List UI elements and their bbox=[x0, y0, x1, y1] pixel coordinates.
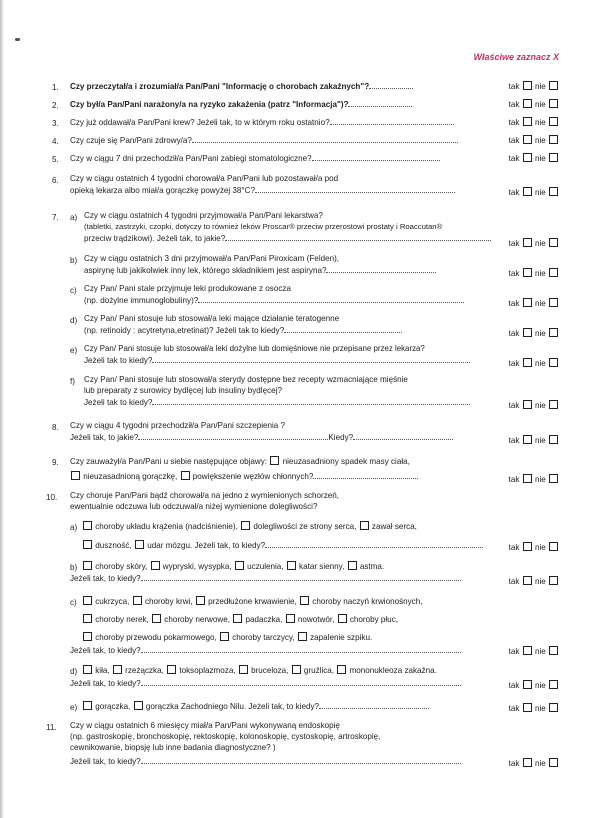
option-checkbox[interactable] bbox=[239, 665, 248, 674]
q3-number: 3. bbox=[52, 119, 59, 128]
q9-number: 9. bbox=[52, 458, 59, 467]
fever-checkbox[interactable] bbox=[71, 471, 80, 480]
q11-number: 11. bbox=[46, 723, 57, 732]
q10c-line3: choroby przewodu pokarmowego, choroby tarczycy, zapalenie szpiku. bbox=[82, 632, 372, 644]
option-checkbox[interactable] bbox=[360, 521, 369, 530]
yes-checkbox[interactable] bbox=[523, 298, 532, 307]
q7c-answer: tak nie bbox=[509, 298, 559, 308]
yes-checkbox[interactable] bbox=[523, 474, 532, 483]
q4-answer: tak nie bbox=[509, 135, 559, 145]
option-checkbox[interactable] bbox=[83, 540, 92, 549]
option-checkbox[interactable] bbox=[83, 632, 92, 641]
option-checkbox[interactable] bbox=[134, 701, 143, 710]
q2-number: 2. bbox=[52, 101, 59, 110]
q10a-letter: a) bbox=[70, 523, 78, 532]
no-checkbox[interactable] bbox=[549, 135, 558, 144]
q7c-letter: c) bbox=[70, 286, 77, 295]
q5-answer: tak nie bbox=[509, 153, 559, 163]
q3-text: Czy już oddawał/a Pan/Pani krew? Jeżeli tak, to w którym roku ostatnio? bbox=[70, 117, 454, 129]
q11-line2: (np. gastroskopię, bronchoskopię, rektoskopię, kolonoskopię, cystoskopię, artroskopię, bbox=[70, 732, 381, 741]
option-checkbox[interactable] bbox=[113, 665, 122, 674]
q7a-line1: Czy w ciągu ostatnich 4 tygodni przyjmował/a Pan/Pani lekarstwa? bbox=[84, 211, 323, 220]
q10e-line1: gorączka, gorączka Zachodniego Nilu. Jeżeli tak, to kiedy? bbox=[82, 701, 429, 713]
q10c-line2: choroby nerek, choroby nerwowe, padaczka, nowotwór, choroby płuc, bbox=[82, 614, 398, 626]
option-checkbox[interactable] bbox=[233, 614, 242, 623]
option-checkbox[interactable] bbox=[298, 632, 307, 641]
no-checkbox[interactable] bbox=[549, 238, 558, 247]
q9-line1: Czy zauważył/a Pan/Pani u siebie następujące objawy: nieuzasadniony spadek masy ciała, bbox=[70, 457, 410, 466]
q7b-answer: tak nie bbox=[509, 268, 559, 278]
q8-number: 8. bbox=[52, 423, 59, 432]
q7c-line1: Czy Pan/ Pani stale przyjmuje leki produkowane z osocza bbox=[84, 284, 291, 293]
q10c-line4: Jeżeli tak, to kiedy? bbox=[70, 645, 461, 657]
q6-answer: tak nie bbox=[509, 187, 559, 197]
q7f-letter: f) bbox=[70, 377, 75, 386]
q3-answer: tak nie bbox=[509, 117, 559, 127]
q7a-letter: a) bbox=[70, 213, 78, 222]
q6-number: 6. bbox=[52, 176, 59, 185]
q7d-line2: (np. retinoidy : acytretyna,etretinat)? Jeżeli tak to kiedy? bbox=[84, 325, 402, 337]
q7f-line1: Czy Pan/ Pani stosuje lub stosował/a sterydy dostępne bez recepty wzmacniające mięśnie bbox=[84, 375, 408, 384]
q10a-answer: tak nie bbox=[509, 542, 559, 552]
q5-text: Czy w ciągu 7 dni przechodził/a Pan/Pani zabiegi stomatologiczne? bbox=[70, 153, 440, 165]
yes-checkbox[interactable] bbox=[523, 268, 532, 277]
q6-line1: Czy w ciągu ostatnich 4 tygodni chorował/a Pan/Pani lub pozostawał/a pod bbox=[70, 174, 339, 183]
q11-line3: cewnikowanie, biopsję lub inne badania diagnostyczne? ) bbox=[70, 743, 276, 752]
no-checkbox[interactable] bbox=[549, 400, 558, 409]
q7b-line2: aspirynę lub jakikolwiek inny lek, którego składnikiem jest aspiryna? bbox=[84, 265, 436, 277]
q7d-letter: d) bbox=[70, 316, 78, 325]
q7b-line1: Czy w ciągu ostatnich 3 dni przyjmował/a Pan/Pani Piroxicam (Felden), bbox=[84, 254, 340, 263]
q11-line1: Czy w ciągu ostatnich 6 miesięcy miał/a Pan/Pani wykonywaną endoskopię bbox=[70, 721, 340, 730]
no-checkbox[interactable] bbox=[549, 576, 558, 585]
q7a-line2: (tabletki, zastrzyki, czopki, dotyczy to również leków Proscar® przeciw przerostowi prostaty i Roaccutan® bbox=[84, 222, 443, 231]
q4-text: Czy czuje się Pan/Pani zdrowy/a? bbox=[70, 135, 458, 147]
yes-checkbox[interactable] bbox=[523, 703, 532, 712]
option-checkbox[interactable] bbox=[83, 614, 92, 623]
option-checkbox[interactable] bbox=[235, 561, 244, 570]
q9-answer: tak nie bbox=[509, 474, 559, 484]
q6-line2: opieką lekarza albo miał/a gorączkę powyżej 38°C? bbox=[70, 185, 455, 197]
q8-line1: Czy w ciągu 4 tygodni przechodził/a Pan/Pani szczepienia ? bbox=[70, 421, 286, 430]
q7e-line2: Jeżeli tak to kiedy? bbox=[84, 355, 470, 367]
no-checkbox[interactable] bbox=[549, 542, 558, 551]
no-checkbox[interactable] bbox=[549, 117, 558, 126]
q2-text: Czy był/a Pan/Pani narażony/a na ryzyko zakażenia (patrz "Informacja")? bbox=[70, 99, 412, 111]
no-checkbox[interactable] bbox=[549, 268, 558, 277]
q10b-line1: choroby skóry, wypryski, wysypka, uczulenia, katar sienny, astma. bbox=[82, 561, 384, 573]
no-checkbox[interactable] bbox=[549, 81, 558, 90]
weight-loss-checkbox[interactable] bbox=[270, 456, 279, 465]
header-instruction: Właściwe zaznacz X bbox=[473, 52, 559, 62]
no-checkbox[interactable] bbox=[549, 99, 558, 108]
option-checkbox[interactable] bbox=[83, 521, 92, 530]
q7b-letter: b) bbox=[70, 256, 78, 265]
q10a-line2: duszność, udar mózgu. Jeżeli tak, to kiedy? bbox=[82, 540, 483, 552]
option-checkbox[interactable] bbox=[286, 614, 295, 623]
no-checkbox[interactable] bbox=[549, 435, 558, 444]
option-checkbox[interactable] bbox=[337, 665, 346, 674]
scan-speck bbox=[15, 38, 20, 41]
no-checkbox[interactable] bbox=[549, 298, 558, 307]
q10c-letter: c) bbox=[70, 598, 77, 607]
yes-checkbox[interactable] bbox=[523, 187, 532, 196]
yes-checkbox[interactable] bbox=[523, 576, 532, 585]
option-checkbox[interactable] bbox=[83, 561, 92, 570]
q11-line4: Jeżeli tak, to kiedy? bbox=[70, 756, 461, 768]
option-checkbox[interactable] bbox=[135, 540, 144, 549]
option-checkbox[interactable] bbox=[167, 665, 176, 674]
q7e-line1: Czy Pan/ Pani stosuje lub stosował/a leki dożylne lub domięśniowe nie przepisane przez lekarza? bbox=[84, 344, 425, 353]
q8-answer: tak nie bbox=[509, 435, 559, 445]
q1-number: 1. bbox=[52, 83, 59, 92]
yes-checkbox[interactable] bbox=[523, 81, 532, 90]
yes-checkbox[interactable] bbox=[523, 238, 532, 247]
lymph-nodes-checkbox[interactable] bbox=[181, 471, 190, 480]
q7a-line3: przeciw trądzikowi). Jeżeli tak, to jakie? bbox=[84, 233, 491, 245]
q7f-line2: lub preparaty z surowicy bydlęcej lub insuliny bydlęcej? bbox=[84, 386, 282, 395]
no-checkbox[interactable] bbox=[549, 680, 558, 689]
q7d-answer: tak nie bbox=[509, 328, 559, 338]
q1-text: Czy przeczytał/a i zrozumiał/a Pan/Pani "Informację o chorobach zakaźnych"? bbox=[70, 81, 413, 93]
yes-checkbox[interactable] bbox=[523, 358, 532, 367]
q10e-letter: e) bbox=[70, 703, 78, 712]
option-checkbox[interactable] bbox=[196, 596, 205, 605]
yes-checkbox[interactable] bbox=[523, 758, 532, 767]
q10d-line2: Jeżeli tak, to kiedy? bbox=[70, 678, 461, 690]
no-checkbox[interactable] bbox=[549, 758, 558, 767]
q8-line2: Jeżeli tak, to jakie? Kiedy? bbox=[70, 432, 453, 444]
no-checkbox[interactable] bbox=[549, 646, 558, 655]
option-checkbox[interactable] bbox=[241, 521, 250, 530]
no-checkbox[interactable] bbox=[549, 358, 558, 367]
option-checkbox[interactable] bbox=[151, 561, 160, 570]
q10e-answer: tak nie bbox=[509, 703, 559, 713]
q10a-line1: choroby układu krążenia (nadciśnienie), dolegliwości ze strony serca, zawał serca, bbox=[82, 521, 417, 533]
q7f-answer: tak nie bbox=[509, 400, 559, 410]
q7e-letter: e) bbox=[70, 346, 78, 355]
no-checkbox[interactable] bbox=[549, 703, 558, 712]
option-checkbox[interactable] bbox=[133, 596, 142, 605]
option-checkbox[interactable] bbox=[152, 614, 161, 623]
q7a-answer: tak nie bbox=[509, 238, 559, 248]
option-checkbox[interactable] bbox=[300, 596, 309, 605]
yes-checkbox[interactable] bbox=[523, 328, 532, 337]
q10-line2: ewentualnie odczuwa lub odczuwał/a niżej wymienione dolegliwości? bbox=[70, 502, 318, 511]
q10d-letter: d) bbox=[70, 667, 78, 676]
q7e-answer: tak nie bbox=[509, 358, 559, 368]
option-checkbox[interactable] bbox=[83, 701, 92, 710]
q7f-line3: Jeżeli tak to kiedy? bbox=[84, 397, 470, 409]
yes-checkbox[interactable] bbox=[523, 680, 532, 689]
yes-checkbox[interactable] bbox=[523, 99, 532, 108]
q7-number: 7. bbox=[52, 213, 59, 222]
q10-number: 10. bbox=[46, 493, 58, 502]
q9-line2: nieuzasadnioną gorączkę, powiększenie węzłów chłonnych? bbox=[70, 471, 418, 483]
option-checkbox[interactable] bbox=[287, 561, 296, 570]
q10d-answer: tak nie bbox=[509, 680, 559, 690]
yes-checkbox[interactable] bbox=[523, 153, 532, 162]
q10b-letter: b) bbox=[70, 563, 78, 572]
option-checkbox[interactable] bbox=[220, 632, 229, 641]
no-checkbox[interactable] bbox=[549, 187, 558, 196]
q10d-line1: kiła, rzeżączka, toksoplazmoza, bruceloza, gruźlica, mononukleoza zakaźna. bbox=[82, 665, 437, 677]
q5-number: 5. bbox=[52, 155, 59, 164]
yes-checkbox[interactable] bbox=[523, 135, 532, 144]
option-checkbox[interactable] bbox=[292, 665, 301, 674]
q10b-answer: tak nie bbox=[509, 576, 559, 586]
yes-checkbox[interactable] bbox=[523, 435, 532, 444]
q4-number: 4. bbox=[52, 137, 59, 146]
yes-checkbox[interactable] bbox=[523, 400, 532, 409]
no-checkbox[interactable] bbox=[549, 153, 558, 162]
option-checkbox[interactable] bbox=[348, 561, 357, 570]
q10c-answer: tak nie bbox=[509, 646, 559, 656]
q7d-line1: Czy Pan/ Pani stosuje lub stosował/a leki mające działanie teratogenne bbox=[84, 314, 340, 323]
yes-checkbox[interactable] bbox=[523, 542, 532, 551]
yes-checkbox[interactable] bbox=[523, 646, 532, 655]
no-checkbox[interactable] bbox=[549, 328, 558, 337]
q10b-line2: Jeżeli tak, to kiedy? bbox=[70, 573, 461, 585]
q10-line1: Czy choruje Pan/Pani bądź chorował/a na jedno z wymienionych schorzeń, bbox=[70, 491, 340, 500]
q11-answer: tak nie bbox=[509, 758, 559, 768]
option-checkbox[interactable] bbox=[83, 665, 92, 674]
q7c-line2: (np. dożylne immunoglobuliny)? bbox=[84, 295, 464, 307]
yes-checkbox[interactable] bbox=[523, 117, 532, 126]
q10c-line1: cukrzyca, choroby krwi, przedłużone krwawienie, choroby naczyń krwionośnych, bbox=[82, 596, 422, 608]
q2-answer: tak nie bbox=[509, 99, 559, 109]
option-checkbox[interactable] bbox=[338, 614, 347, 623]
q1-answer: tak nie bbox=[509, 81, 559, 91]
no-checkbox[interactable] bbox=[549, 474, 558, 483]
scan-edge bbox=[0, 0, 4, 818]
option-checkbox[interactable] bbox=[83, 596, 92, 605]
